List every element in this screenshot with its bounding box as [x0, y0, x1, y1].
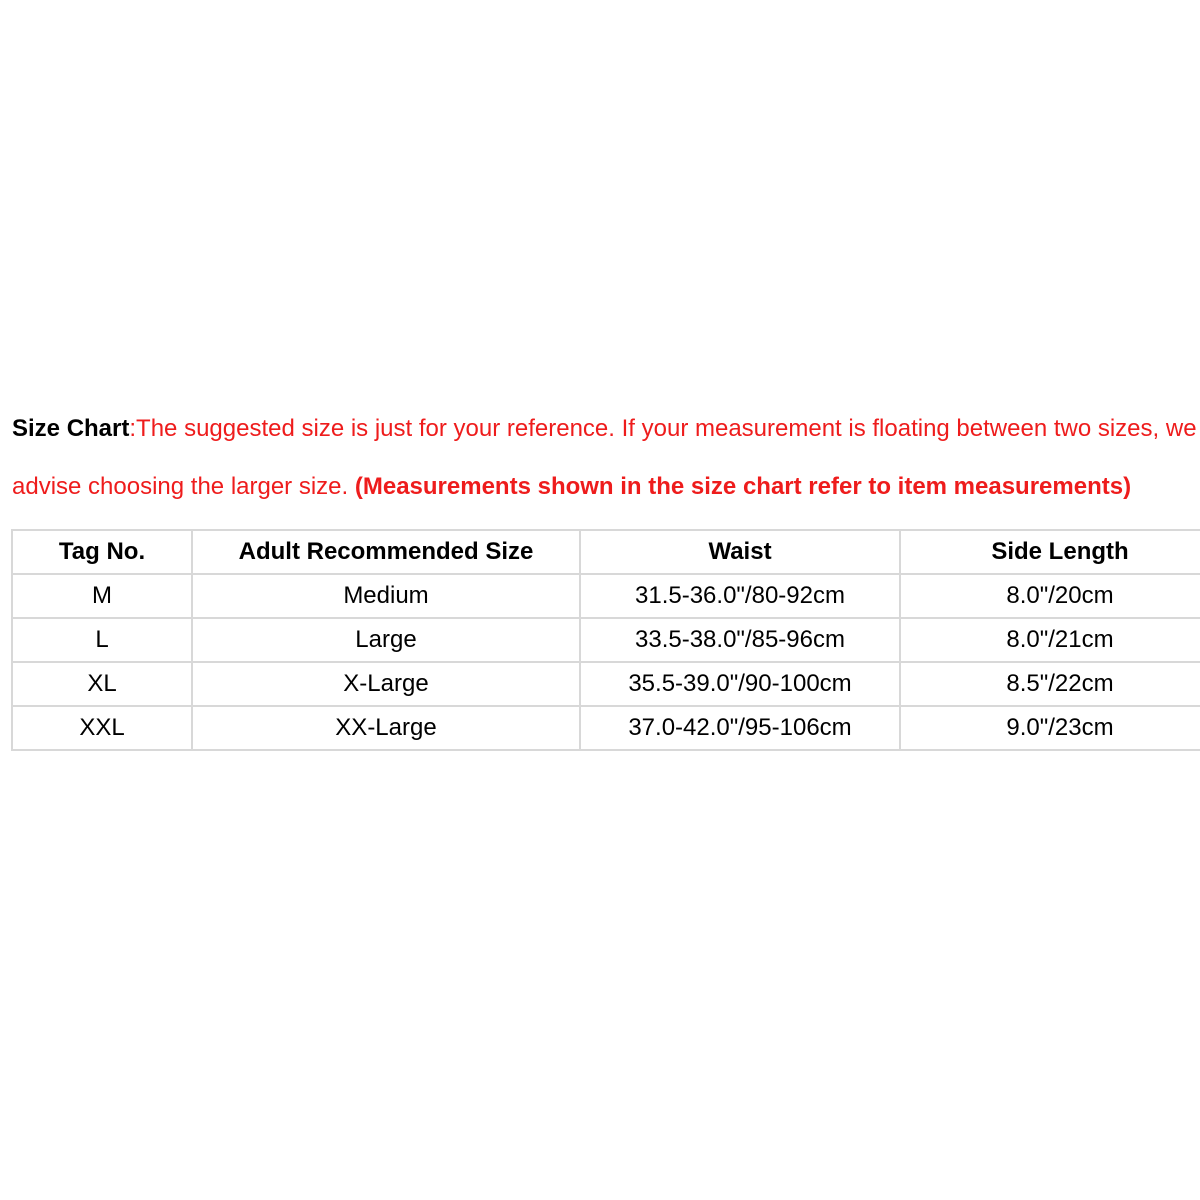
- table-header-row: [12, 530, 1200, 574]
- cell-tag-no: XL: [12, 662, 192, 706]
- table-row: [12, 706, 1200, 750]
- size-table: [11, 529, 1200, 751]
- size-chart-separator: :: [129, 415, 137, 442]
- size-note-line-2: [12, 472, 1200, 502]
- cell-adult-size: Medium: [192, 574, 580, 618]
- size-note-text: The suggested size is just for your reference. If your measurement is floating between two sizes, we: [136, 415, 1197, 442]
- size-note-advice: advise choosing the larger size.: [12, 473, 355, 500]
- cell-waist: 33.5-38.0"/85-96cm: [580, 618, 900, 662]
- cell-waist: 37.0-42.0"/95-106cm: [580, 706, 900, 750]
- header-waist: Waist: [580, 530, 900, 574]
- table-row: [12, 618, 1200, 662]
- table-row: [12, 574, 1200, 618]
- table-row: [12, 662, 1200, 706]
- size-note-measurement-disclaimer: (Measurements shown in the size chart refer to item measurements): [354, 473, 1132, 500]
- cell-side-length: 9.0"/23cm: [900, 706, 1200, 750]
- cell-tag-no: XXL: [12, 706, 192, 750]
- header-adult-recommended-size: Adult Recommended Size: [192, 530, 580, 574]
- cell-side-length: 8.0"/21cm: [900, 618, 1200, 662]
- cell-adult-size: Large: [192, 618, 580, 662]
- cell-waist: 35.5-39.0"/90-100cm: [580, 662, 900, 706]
- cell-tag-no: M: [12, 574, 192, 618]
- cell-waist: 31.5-36.0"/80-92cm: [580, 574, 900, 618]
- size-note-line-1: [12, 414, 1200, 444]
- header-side-length: Side Length: [900, 530, 1200, 574]
- size-chart-label: Size Chart: [12, 415, 130, 442]
- cell-tag-no: L: [12, 618, 192, 662]
- cell-side-length: 8.5"/22cm: [900, 662, 1200, 706]
- cell-adult-size: X-Large: [192, 662, 580, 706]
- cell-adult-size: XX-Large: [192, 706, 580, 750]
- cell-side-length: 8.0"/20cm: [900, 574, 1200, 618]
- header-tag-no: Tag No.: [12, 530, 192, 574]
